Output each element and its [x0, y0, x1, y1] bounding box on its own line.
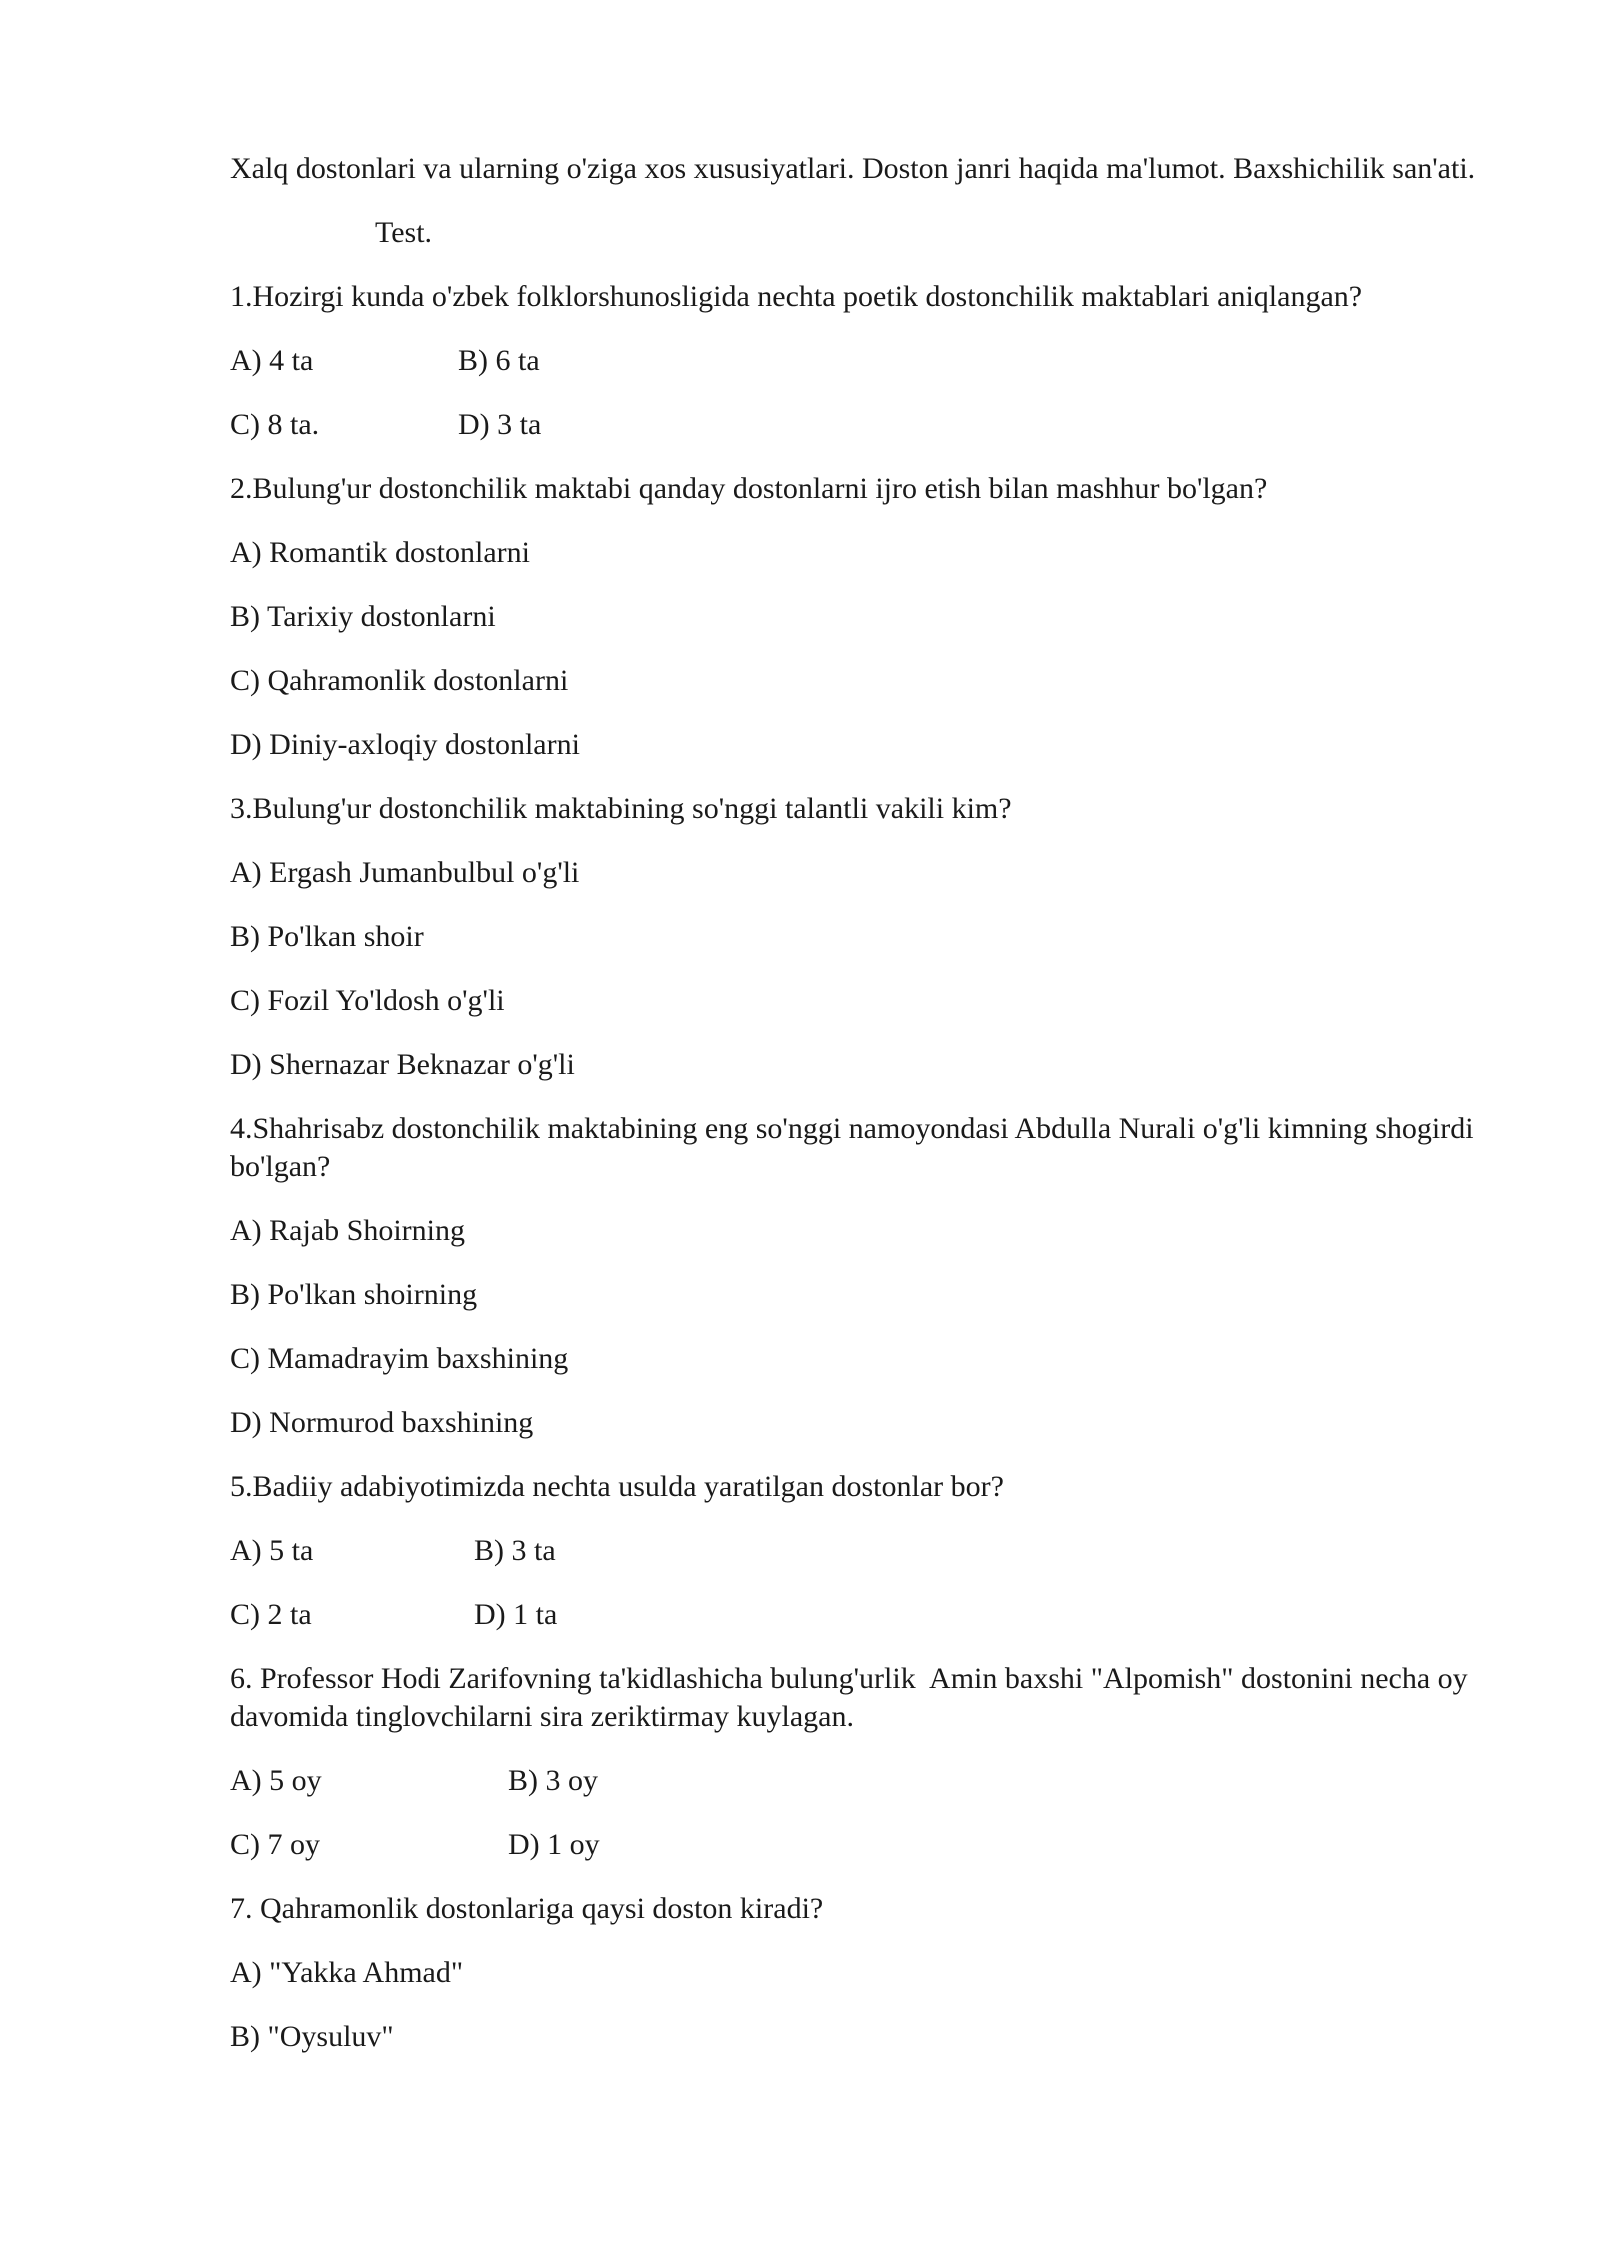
- question-4-option-d: D) Normurod baxshining: [230, 1406, 534, 1439]
- question-3-option-a: A) Ergash Jumanbulbul o'g'li: [230, 856, 580, 889]
- question-5-options-row-2: [230, 1596, 1490, 1634]
- question-6-text: 6. Professor Hodi Zarifovning ta'kidlashicha bulung'urlik Amin baxshi "Alpomish" dostonini necha oy davomida tinglovchilarni sira zeriktirmay kuylagan.: [230, 1662, 1476, 1733]
- question-2-option-d: D) Diniy-axloqiy dostonlarni: [230, 728, 580, 761]
- question-4-option-a: A) Rajab Shoirning: [230, 1214, 465, 1247]
- question-2-option-c: C) Qahramonlik dostonlarni: [230, 664, 569, 697]
- question-4-text: 4.Shahrisabz dostonchilik maktabining eng so'nggi namoyondasi Abdulla Nurali o'g'li kimning shogirdi bo'lgan?: [230, 1112, 1474, 1183]
- question-6-options-row-1: [230, 1762, 1490, 1800]
- question-2-option-b: B) Tarixiy dostonlarni: [230, 600, 496, 633]
- question-5-options-row-1: [230, 1532, 1490, 1570]
- question-2-text: 2.Bulung'ur dostonchilik maktabi qanday dostonlarni ijro etish bilan mashhur bo'lgan?: [230, 472, 1268, 505]
- question-4-option-b: B) Po'lkan shoirning: [230, 1278, 478, 1311]
- document-title: Xalq dostonlari va ularning o'ziga xos xususiyatlari. Doston janri haqida ma'lumot. Baxshichilik san'ati.: [230, 152, 1476, 185]
- question-3-option-d: D) Shernazar Beknazar o'g'li: [230, 1048, 575, 1081]
- question-3-option-b: B) Po'lkan shoir: [230, 920, 424, 953]
- question-2-option-a: A) Romantik dostonlarni: [230, 536, 530, 569]
- question-5-option-a: A) 5 ta: [230, 1534, 314, 1567]
- question-6-option-c: C) 7 oy: [230, 1828, 320, 1861]
- question-6-option-d: D) 1 oy: [508, 1828, 600, 1861]
- question-7-text: 7. Qahramonlik dostonlariga qaysi doston kiradi?: [230, 1892, 824, 1925]
- question-1-option-d: D) 3 ta: [458, 408, 542, 441]
- question-5-text: 5.Badiiy adabiyotimizda nechta usulda yaratilgan dostonlar bor?: [230, 1470, 1004, 1503]
- question-3-option-c: C) Fozil Yo'ldosh o'g'li: [230, 984, 505, 1017]
- question-5-option-b: B) 3 ta: [474, 1534, 556, 1567]
- question-7-option-b: B) "Oysuluv": [230, 2020, 394, 2053]
- question-1-text: 1.Hozirgi kunda o'zbek folklorshunosligida nechta poetik dostonchilik maktablari aniqlangan?: [230, 280, 1363, 313]
- question-1-option-a: A) 4 ta: [230, 344, 314, 377]
- question-5-option-d: D) 1 ta: [474, 1598, 558, 1631]
- question-1-options-row-1: [230, 342, 1490, 380]
- question-6-options-row-2: [230, 1826, 1490, 1864]
- question-1-option-c: C) 8 ta.: [230, 408, 320, 441]
- question-3-text: 3.Bulung'ur dostonchilik maktabining so'nggi talantli vakili kim?: [230, 792, 1012, 825]
- document-page: [230, 150, 1490, 2082]
- question-1-option-b: B) 6 ta: [458, 344, 540, 377]
- test-label: Test.: [375, 216, 433, 249]
- question-7-option-a: A) "Yakka Ahmad": [230, 1956, 464, 1989]
- question-4-option-c: C) Mamadrayim baxshining: [230, 1342, 569, 1375]
- question-1-options-row-2: [230, 406, 1490, 444]
- question-6-option-b: B) 3 oy: [508, 1764, 598, 1797]
- question-5-option-c: C) 2 ta: [230, 1598, 312, 1631]
- question-6-option-a: A) 5 oy: [230, 1764, 322, 1797]
